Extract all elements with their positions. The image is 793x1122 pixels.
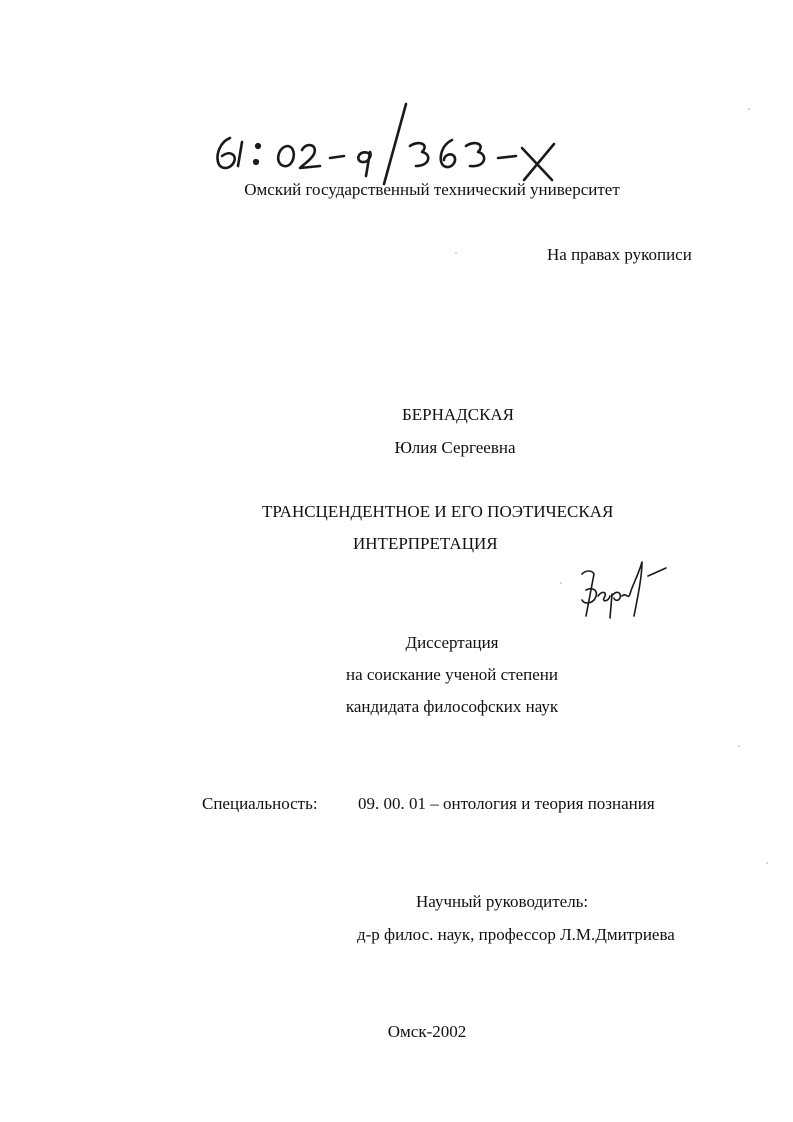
supervisor-name: д-р филос. наук, профессор Л.М.Дмитриева [357, 925, 675, 944]
dissertation-title-line-2: ИНТЕРПРЕТАЦИЯ [353, 534, 498, 553]
author-signature [572, 556, 672, 622]
author-given-names: Юлия Сергеевна [394, 438, 516, 457]
specialty-label: Специальность: [202, 794, 318, 813]
scan-speck [560, 582, 562, 584]
dissertation-title-line-1: ТРАНСЦЕНДЕНТНОЕ И ЕГО ПОЭТИЧЕСКАЯ [262, 502, 614, 521]
author-surname: БЕРНАДСКАЯ [401, 405, 515, 424]
scan-speck [738, 745, 740, 747]
scan-speck [766, 862, 768, 864]
degree-line-3: кандидата философских наук [345, 697, 559, 716]
scan-speck [748, 108, 750, 110]
specialty-value: 09. 00. 01 – онтология и теория познания [358, 794, 655, 813]
place-and-year: Омск-2002 [387, 1022, 467, 1041]
supervisor-label: Научный руководитель: [416, 892, 589, 911]
manuscript-note: На правах рукописи [547, 245, 692, 264]
scan-speck [455, 252, 457, 254]
degree-line-1: Диссертация [405, 633, 499, 652]
degree-line-2: на соискание ученой степени [345, 665, 559, 684]
handwritten-archive-code [208, 98, 568, 188]
institution-name: Омский государственный технический университет [244, 180, 620, 199]
